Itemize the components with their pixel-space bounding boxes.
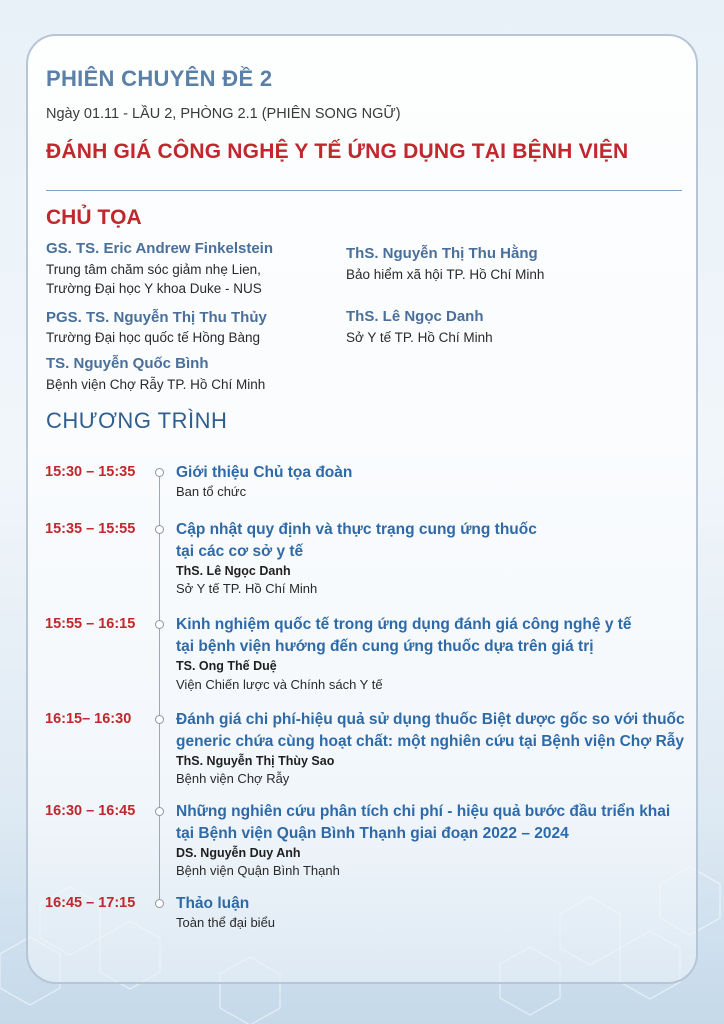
chair-affiliation: Bảo hiểm xã hội TP. Hồ Chí Minh bbox=[346, 267, 545, 282]
chair-name: GS. TS. Eric Andrew Finkelstein bbox=[46, 240, 273, 257]
program-organization: Toàn thể đại biểu bbox=[176, 915, 276, 930]
program-title: Những nghiên cứu phân tích chi phí - hiệu quả bước đầu triển khai bbox=[176, 803, 671, 820]
chairs-heading: CHỦ TỌA bbox=[46, 206, 142, 229]
program-time: 15:35 – 15:55 bbox=[45, 521, 136, 537]
timeline-dot bbox=[155, 715, 164, 724]
program-title: generic chứa cùng hoạt chất: một nghiên cứu tại Bệnh viện Chợ Rẫy bbox=[176, 733, 685, 750]
chair-affiliation: Sở Y tế TP. Hồ Chí Minh bbox=[346, 330, 493, 345]
program-organization: Ban tổ chức bbox=[176, 484, 247, 499]
timeline-dot bbox=[155, 807, 164, 816]
program-organization: Bệnh viện Quận Bình Thạnh bbox=[176, 863, 340, 878]
chair-affiliation: Trường Đại học Y khoa Duke - NUS bbox=[46, 281, 262, 296]
divider bbox=[46, 190, 682, 191]
session-label: PHIÊN CHUYÊN ĐỀ 2 bbox=[46, 66, 273, 91]
program-speaker: TS. Ong Thế Duệ bbox=[176, 659, 277, 673]
program-speaker: DS. Nguyễn Duy Anh bbox=[176, 846, 301, 860]
chair-member bbox=[46, 240, 273, 298]
session-card bbox=[26, 34, 698, 984]
timeline-dot bbox=[155, 899, 164, 908]
program-title: tại Bệnh viện Quận Bình Thạnh giai đoạn 2022 – 2024 bbox=[176, 825, 569, 842]
chair-member bbox=[46, 309, 267, 347]
program-time: 16:30 – 16:45 bbox=[45, 803, 136, 819]
chair-name: TS. Nguyễn Quốc Bình bbox=[46, 355, 209, 372]
program-title: Đánh giá chi phí-hiệu quả sử dụng thuốc Biệt dược gốc so với thuốc bbox=[176, 711, 685, 728]
program-time: 16:15– 16:30 bbox=[45, 711, 132, 727]
program-title: Thảo luận bbox=[176, 895, 250, 912]
program-title: Cập nhật quy định và thực trạng cung ứng thuốc bbox=[176, 521, 537, 538]
program-organization: Viện Chiến lược và Chính sách Y tế bbox=[176, 677, 383, 692]
program-title: tại các cơ sở y tế bbox=[176, 543, 304, 560]
program-title: Giới thiệu Chủ tọa đoàn bbox=[176, 464, 353, 481]
chair-name: ThS. Lê Ngọc Danh bbox=[346, 308, 484, 325]
timeline-line bbox=[159, 474, 160, 906]
program-speaker: ThS. Lê Ngọc Danh bbox=[176, 564, 291, 578]
chair-name: PGS. TS. Nguyễn Thị Thu Thủy bbox=[46, 309, 267, 326]
chair-name: ThS. Nguyễn Thị Thu Hằng bbox=[346, 245, 538, 262]
session-title: ĐÁNH GIÁ CÔNG NGHỆ Y TẾ ỨNG DỤNG TẠI BỆNH VIỆN bbox=[46, 140, 629, 163]
program-speaker: ThS. Nguyễn Thị Thùy Sao bbox=[176, 754, 335, 768]
chair-affiliation: Trung tâm chăm sóc giảm nhẹ Lien, bbox=[46, 262, 261, 277]
chair-affiliation: Bệnh viện Chợ Rẫy TP. Hồ Chí Minh bbox=[46, 377, 266, 392]
timeline-dot bbox=[155, 525, 164, 534]
program-organization: Bệnh viện Chợ Rẫy bbox=[176, 771, 290, 786]
timeline-dot bbox=[155, 468, 164, 477]
program-title: tại bệnh viện hướng đến cung ứng thuốc dựa trên giá trị bbox=[176, 638, 594, 655]
chair-member bbox=[346, 308, 493, 347]
chair-affiliation: Trường Đại học quốc tế Hồng Bàng bbox=[46, 330, 261, 345]
program-heading: CHƯƠNG TRÌNH bbox=[46, 408, 228, 433]
session-info: Ngày 01.11 - LẦU 2, PHÒNG 2.1 (PHIÊN SONG NGỮ) bbox=[46, 106, 401, 122]
program-organization: Sở Y tế TP. Hồ Chí Minh bbox=[176, 581, 318, 596]
timeline-dot bbox=[155, 620, 164, 629]
program-title: Kinh nghiệm quốc tế trong ứng dụng đánh giá công nghệ y tế bbox=[176, 616, 632, 633]
program-time: 15:30 – 15:35 bbox=[45, 464, 136, 480]
program-time: 15:55 – 16:15 bbox=[45, 616, 136, 632]
chair-member bbox=[346, 245, 544, 284]
chair-member bbox=[46, 355, 265, 394]
program-time: 16:45 – 17:15 bbox=[45, 895, 136, 911]
